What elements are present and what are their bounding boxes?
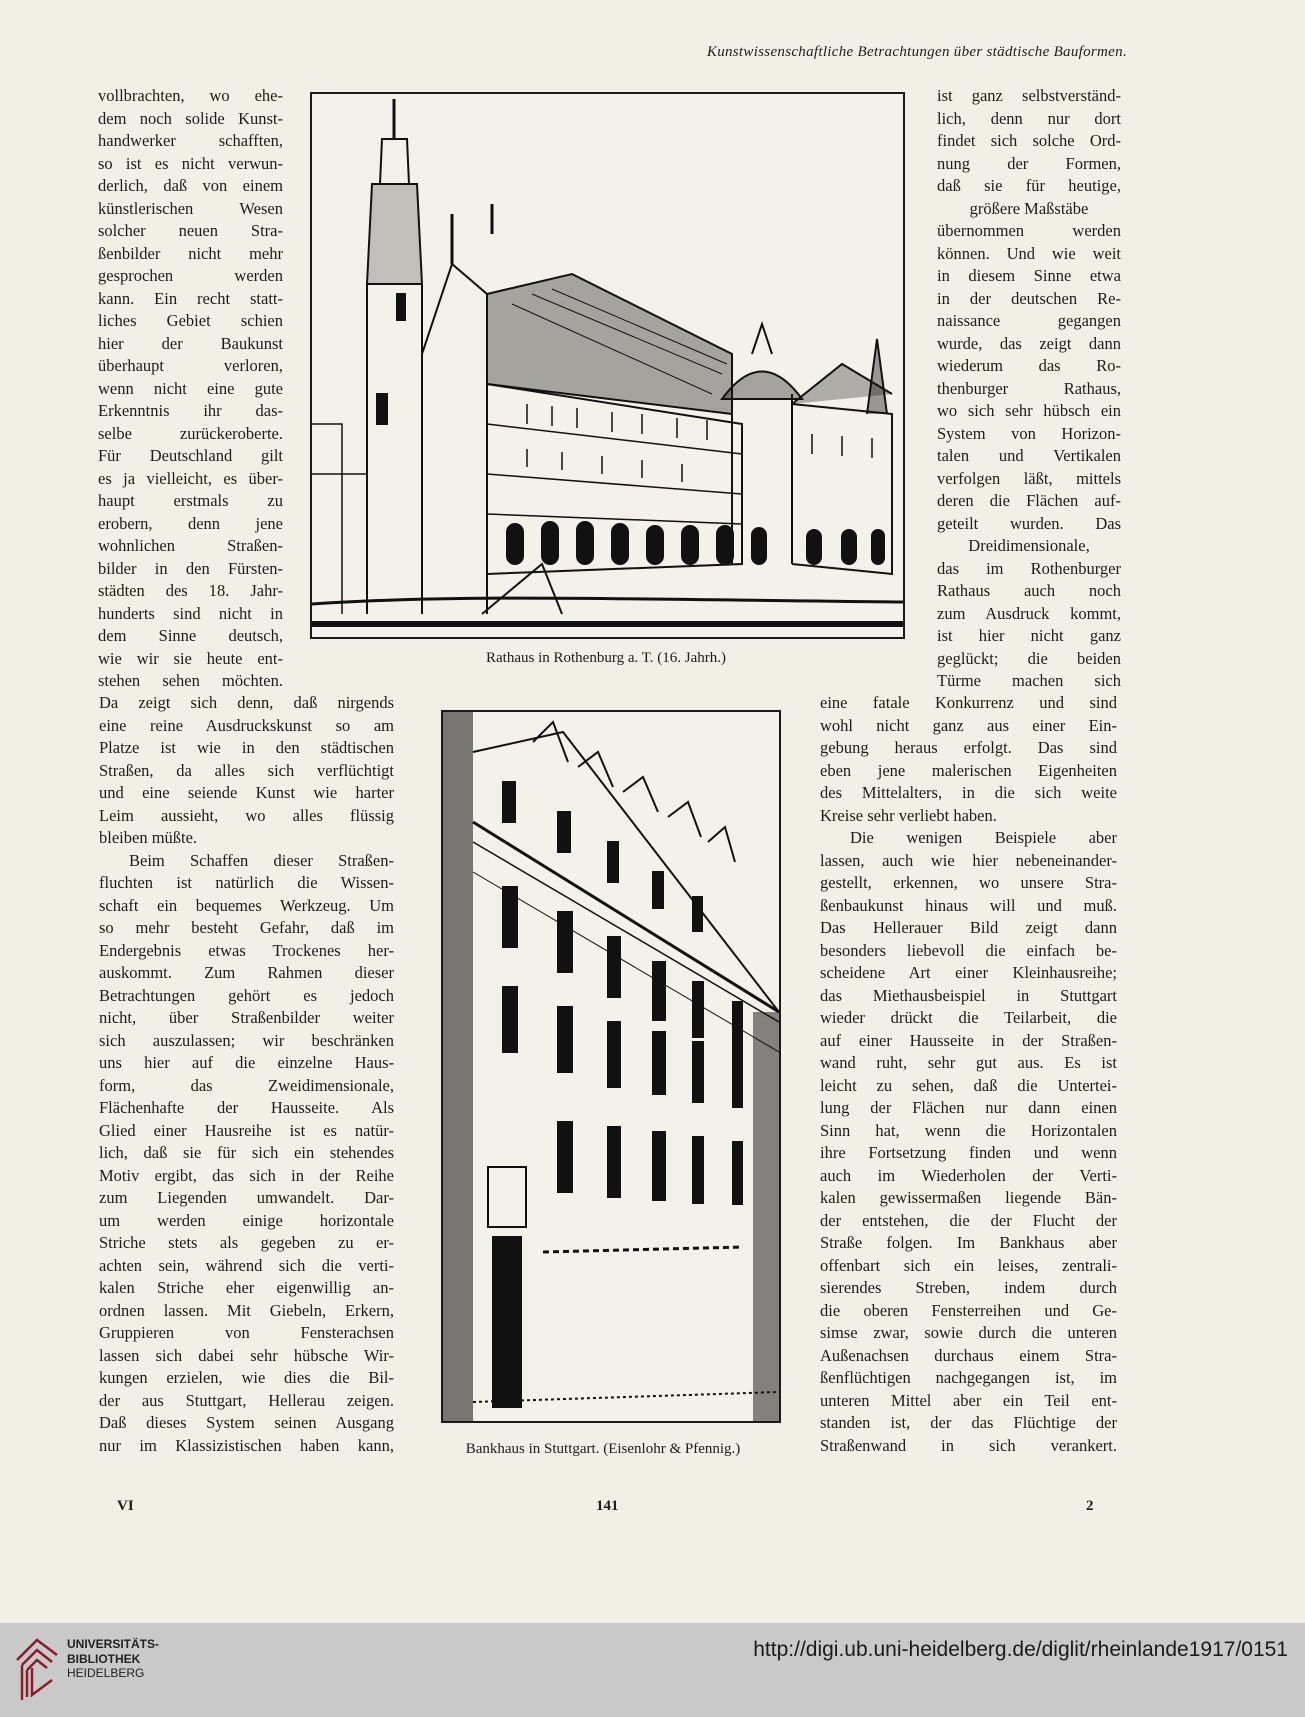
- text-line: Glied einer Hausreihe ist es natür-: [99, 1120, 394, 1140]
- text-line: ßenflüchtigen nachgegangen ist, im: [820, 1368, 1117, 1387]
- text-line: kalen Striche eher eigenwillig an-: [99, 1278, 394, 1297]
- text-line: nung der Formen,: [937, 153, 1121, 173]
- text-line: ist hier nicht ganz: [937, 626, 1121, 645]
- text-line: System von Horizon-: [937, 423, 1121, 443]
- text-line: kungen erzielen, wie dies die Bil-: [99, 1368, 394, 1387]
- bankhaus-stuttgart-illustration: [441, 710, 781, 1423]
- text-line: Betrachtungen gehört es jedoch: [99, 985, 394, 1005]
- text-line: kalen gewissermaßen liegende Bän-: [820, 1188, 1117, 1207]
- text-line: wo sich sehr hübsch ein: [937, 401, 1121, 420]
- text-line: Endergebnis etwas Trockenes her-: [99, 940, 394, 960]
- text-line: gestellt, erkennen, wo unsere Stra-: [820, 873, 1117, 892]
- text-line: daß sie für heutige,: [937, 176, 1121, 195]
- text-line: Straßen, da alles sich verflüchtigt: [99, 760, 394, 780]
- column-lower-right: [820, 692, 1117, 1457]
- signature-mark: VI: [117, 1498, 134, 1514]
- text-line: es ja vielleicht, es über-: [98, 468, 283, 488]
- text-line: sich auszulassen; wir beschränken: [99, 1030, 394, 1050]
- text-line: um werden einige horizontale: [99, 1210, 394, 1230]
- text-line: Das Hellerauer Bild zeigt dann: [820, 918, 1117, 937]
- text-line: städten des 18. Jahr-: [98, 581, 283, 600]
- text-line: fluchten ist natürlich die Wissen-: [99, 873, 394, 892]
- text-line: Die wenigen Beispiele aber: [850, 828, 1117, 847]
- text-line: größere Maßstäbe: [969, 198, 1089, 218]
- text-line: besonders liebevoll die einfach be-: [820, 940, 1117, 960]
- text-line: überhaupt verloren,: [98, 356, 283, 375]
- text-line: Rathaus auch noch: [937, 581, 1121, 600]
- text-line: haupt erstmals zu: [98, 491, 283, 510]
- text-line: unteren Mittel aber ein Teil ent-: [820, 1390, 1117, 1410]
- text-line: liches Gebiet schien: [98, 311, 283, 330]
- text-line: geteilt wurden. Das: [937, 513, 1121, 533]
- text-line: lassen sich dabei sehr hübsche Wir-: [99, 1345, 394, 1365]
- text-line: wenn nicht eine gute: [98, 378, 283, 398]
- text-line: Flächenhafte der Hausseite. Als: [99, 1098, 394, 1117]
- page-number: 141: [596, 1498, 619, 1514]
- text-line: ßenbaukunst hinaus will und muß.: [820, 895, 1117, 915]
- text-line: simse zwar, sowie durch die unteren: [820, 1323, 1117, 1342]
- text-line: nur im Klassizistischen haben kann,: [99, 1435, 394, 1455]
- text-line: solcher neuen Stra-: [98, 221, 283, 240]
- text-line: so mehr besteht Gefahr, daß im: [99, 918, 394, 937]
- university-library-logo-icon: [12, 1635, 62, 1705]
- text-line: zum Ausdruck kommt,: [937, 603, 1121, 623]
- text-line: stehen sehen möchten.: [98, 671, 283, 690]
- text-line: vollbrachten, wo ehe-: [98, 86, 283, 105]
- logo-line-1: UNIVERSITÄTS-: [67, 1637, 160, 1651]
- text-line: das Miethausbeispiel in Stuttgart: [820, 985, 1117, 1005]
- text-line: lung der Flächen nur dann einen: [820, 1098, 1117, 1117]
- text-line: kann. Ein recht statt-: [98, 288, 283, 308]
- text-line: eine fatale Konkurrenz und sind: [820, 693, 1117, 712]
- text-line: bleiben müßte.: [99, 828, 198, 847]
- text-line: ist ganz selbstverständ-: [937, 86, 1121, 105]
- text-line: derlich, daß von einem: [98, 176, 283, 195]
- text-line: achten sein, während sich die verti-: [99, 1255, 394, 1275]
- text-line: handwerker schafften,: [98, 131, 283, 150]
- text-line: der aus Stuttgart, Hellerau zeigen.: [99, 1390, 394, 1410]
- text-line: können. Und wie weit: [937, 243, 1121, 263]
- text-line: die oberen Fensterreihen und Ge-: [820, 1300, 1117, 1320]
- library-footer-bar: [0, 1623, 1305, 1717]
- text-line: ordnen lassen. Mit Giebeln, Erkern,: [99, 1300, 394, 1320]
- text-line: Erkenntnis ihr das-: [98, 401, 283, 420]
- text-line: sierendes Streben, indem durch: [820, 1278, 1117, 1297]
- text-line: Gruppieren von Fensterachsen: [99, 1323, 394, 1342]
- logo-line-2: BIBLIOTHEK: [67, 1651, 141, 1666]
- text-line: dem Sinne deutsch,: [98, 626, 283, 645]
- text-line: wand ruht, sehr gut aus. Es ist: [820, 1053, 1117, 1072]
- text-line: uns hier auf die einzelne Haus-: [99, 1053, 394, 1072]
- permalink-url[interactable]: http://digi.ub.uni-heidelberg.de/diglit/rheinlande1917/0151: [753, 1638, 1288, 1661]
- text-line: dem noch solide Kunst-: [98, 108, 283, 128]
- text-line: zum Liegenden umwandelt. Dar-: [99, 1188, 394, 1207]
- text-line: schaft ein bequemes Werkzeug. Um: [99, 895, 394, 915]
- text-line: übernommen werden: [937, 221, 1121, 240]
- text-line: talen und Vertikalen: [937, 446, 1121, 465]
- text-line: Straßenwand in sich verankert.: [820, 1435, 1117, 1455]
- text-line: eben jene malerischen Eigenheiten: [820, 760, 1117, 780]
- text-line: Striche stets als gegeben zu er-: [99, 1233, 394, 1252]
- figure-caption-rathaus: Rathaus in Rothenburg a. T. (16. Jahrh.): [486, 650, 726, 666]
- text-line: naissance gegangen: [937, 311, 1121, 330]
- text-line: hier der Baukunst: [98, 333, 283, 353]
- column-upper-right: [937, 85, 1121, 693]
- text-line: eine reine Ausdruckskunst so am: [99, 715, 394, 735]
- text-line: Daß dieses System seinen Ausgang: [99, 1413, 394, 1432]
- text-line: gesprochen werden: [98, 266, 283, 285]
- figure-caption-bankhaus: Bankhaus in Stuttgart. (Eisenlohr & Pfennig.): [465, 1441, 741, 1457]
- text-line: leicht zu sehen, daß die Untertei-: [820, 1075, 1117, 1095]
- text-line: ihre Fortsetzung finden und wenn: [820, 1143, 1117, 1162]
- text-line: Außenachsen durchaus einem Stra-: [820, 1345, 1117, 1365]
- text-line: auf einer Hausseite in der Straßen-: [820, 1030, 1117, 1050]
- text-line: verfolgen läßt, mittels: [937, 468, 1121, 488]
- text-line: lassen, auch wie hier nebeneinander-: [820, 850, 1117, 870]
- text-line: thenburger Rathaus,: [937, 378, 1121, 398]
- text-line: wieder drückt die Teilarbeit, die: [820, 1008, 1117, 1027]
- text-line: erobern, denn jene: [98, 513, 283, 533]
- text-line: bilder in den Fürsten-: [98, 558, 283, 578]
- text-line: Straße folgen. Im Bankhaus aber: [820, 1233, 1117, 1252]
- text-line: wohl nicht ganz aus einer Ein-: [820, 715, 1117, 735]
- text-line: nicht, über Straßenbilder weiter: [99, 1008, 394, 1027]
- text-line: Beim Schaffen dieser Straßen-: [129, 850, 394, 870]
- text-line: in der deutschen Re-: [937, 288, 1121, 308]
- text-line: hunderts sind nicht in: [98, 603, 283, 623]
- text-line: auch im Wiederholen der Verti-: [820, 1165, 1117, 1185]
- text-line: Türme machen sich: [937, 671, 1121, 690]
- text-line: gebung heraus erfolgt. Das sind: [820, 738, 1117, 757]
- text-line: Motiv ergibt, das sich in der Reihe: [99, 1165, 394, 1185]
- text-line: wie wir sie heute ent-: [98, 648, 283, 668]
- text-line: form, das Zweidimensionale,: [99, 1075, 394, 1095]
- text-line: scheidene Art einer Kleinhausreihe;: [820, 963, 1117, 982]
- text-line: wohnlichen Straßen-: [98, 536, 283, 555]
- text-line: standen ist, der das Flüchtige der: [820, 1413, 1117, 1432]
- library-logo-text: [67, 1637, 159, 1681]
- logo-line-3: HEIDELBERG: [67, 1666, 145, 1680]
- text-line: Für Deutschland gilt: [98, 446, 283, 465]
- text-line: künstlerischen Wesen: [98, 198, 283, 218]
- text-line: lich, denn nur dort: [937, 108, 1121, 128]
- text-line: in diesem Sinne etwa: [937, 266, 1121, 285]
- text-line: wurde, das zeigt dann: [937, 333, 1121, 353]
- text-line: Platze ist wie in den städtischen: [99, 738, 394, 757]
- text-line: und eine seiende Kunst wie harter: [99, 783, 394, 802]
- running-title: Kunstwissenschaftliche Betrachtungen über städtische Bauformen.: [706, 44, 1127, 60]
- text-line: Dreidimensionale,: [968, 536, 1090, 555]
- text-line: Leim aussieht, wo alles flüssig: [99, 805, 394, 825]
- text-line: auskommt. Zum Rahmen dieser: [99, 963, 394, 982]
- text-line: lich, daß sie für sich ein stehendes: [99, 1143, 394, 1162]
- text-line: selbe zurückeroberte.: [98, 423, 283, 443]
- sheet-number: 2: [1086, 1498, 1094, 1514]
- column-upper-left: [98, 85, 283, 693]
- text-line: Kreise sehr verliebt haben.: [820, 805, 997, 825]
- column-lower-left: [99, 692, 394, 1457]
- text-line: wiederum das Ro-: [937, 356, 1121, 375]
- text-line: geglückt; die beiden: [937, 648, 1121, 668]
- text-line: deren die Flächen auf-: [937, 491, 1121, 510]
- text-line: des Mittelalters, in die sich weite: [820, 783, 1117, 802]
- text-line: Da zeigt sich denn, daß nirgends: [99, 693, 394, 712]
- text-line: offenbart sich ein leises, zentrali-: [820, 1255, 1117, 1275]
- rathaus-rothenburg-illustration: [310, 92, 905, 639]
- text-line: der entstehen, die der Flucht der: [820, 1210, 1117, 1230]
- text-line: so ist es nicht verwun-: [98, 153, 283, 173]
- text-line: findet sich solche Ord-: [937, 131, 1121, 150]
- text-line: das im Rothenburger: [937, 558, 1121, 578]
- text-line: ßenbilder nicht mehr: [98, 243, 283, 263]
- text-line: Sinn hat, wenn die Horizontalen: [820, 1120, 1117, 1140]
